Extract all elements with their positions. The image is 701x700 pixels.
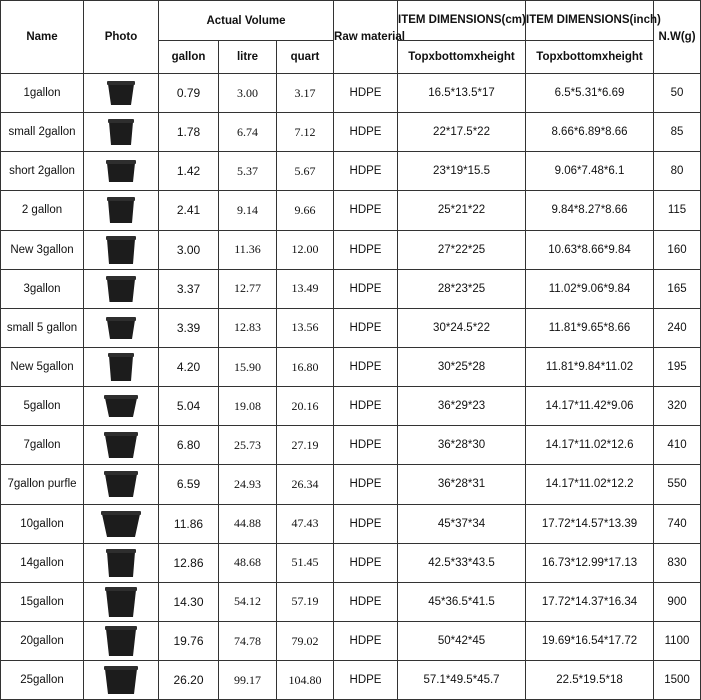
cell-litre: 19.08 (219, 387, 277, 426)
cell-material: HDPE (334, 347, 398, 386)
cell-material: HDPE (334, 113, 398, 152)
cell-name: small 2gallon (1, 113, 84, 152)
cell-dimensions-cm: 22*17.5*22 (398, 113, 526, 152)
cell-material: HDPE (334, 426, 398, 465)
cell-dimensions-inch: 10.63*8.66*9.84 (526, 230, 654, 269)
cell-material: HDPE (334, 230, 398, 269)
cell-net-weight: 740 (654, 504, 701, 543)
plant-pot-icon (101, 624, 141, 658)
table-row (1, 269, 701, 308)
cell-quart: 26.34 (277, 465, 334, 504)
cell-photo (84, 582, 159, 621)
table-row (1, 426, 701, 465)
cell-name: short 2gallon (1, 152, 84, 191)
cell-quart: 12.00 (277, 230, 334, 269)
cell-net-weight: 160 (654, 230, 701, 269)
plant-pot-icon (101, 272, 141, 306)
cell-net-weight: 85 (654, 113, 701, 152)
table-row (1, 74, 701, 113)
table-row (1, 191, 701, 230)
cell-material: HDPE (334, 308, 398, 347)
plant-pot-icon (101, 154, 141, 188)
cell-photo (84, 504, 159, 543)
cell-gallon: 1.78 (159, 113, 219, 152)
cell-dimensions-cm: 36*29*23 (398, 387, 526, 426)
cell-photo (84, 74, 159, 113)
cell-name: 3gallon (1, 269, 84, 308)
cell-name: 7gallon (1, 426, 84, 465)
cell-photo (84, 152, 159, 191)
cell-dimensions-inch: 16.73*12.99*17.13 (526, 543, 654, 582)
cell-net-weight: 320 (654, 387, 701, 426)
cell-name: 20gallon (1, 621, 84, 660)
header-dim-inch-sub: Topxbottomxheight (526, 41, 654, 74)
cell-litre: 3.00 (219, 74, 277, 113)
header-gallon: gallon (159, 41, 219, 74)
cell-material: HDPE (334, 74, 398, 113)
cell-gallon: 12.86 (159, 543, 219, 582)
cell-quart: 13.49 (277, 269, 334, 308)
cell-dimensions-cm: 23*19*15.5 (398, 152, 526, 191)
cell-litre: 9.14 (219, 191, 277, 230)
cell-dimensions-cm: 36*28*30 (398, 426, 526, 465)
table-row (1, 387, 701, 426)
cell-gallon: 11.86 (159, 504, 219, 543)
cell-quart: 51.45 (277, 543, 334, 582)
cell-litre: 11.36 (219, 230, 277, 269)
cell-net-weight: 165 (654, 269, 701, 308)
cell-dimensions-inch: 14.17*11.02*12.2 (526, 465, 654, 504)
table-row (1, 621, 701, 660)
plant-pot-icon (101, 467, 141, 501)
cell-photo (84, 661, 159, 700)
cell-net-weight: 1100 (654, 621, 701, 660)
cell-litre: 25.73 (219, 426, 277, 465)
header-dimensions-cm: ITEM DIMENSIONS(cm) (398, 1, 526, 41)
cell-net-weight: 900 (654, 582, 701, 621)
cell-net-weight: 240 (654, 308, 701, 347)
cell-dimensions-inch: 14.17*11.02*12.6 (526, 426, 654, 465)
cell-photo (84, 621, 159, 660)
cell-dimensions-inch: 8.66*6.89*8.66 (526, 113, 654, 152)
header-quart: quart (277, 41, 334, 74)
cell-dimensions-cm: 45*36.5*41.5 (398, 582, 526, 621)
plant-pot-icon (101, 585, 141, 619)
cell-dimensions-cm: 42.5*33*43.5 (398, 543, 526, 582)
cell-net-weight: 115 (654, 191, 701, 230)
header-net-weight: N.W(g) (654, 1, 701, 74)
cell-gallon: 6.59 (159, 465, 219, 504)
header-raw-material: Raw material (334, 1, 398, 74)
cell-litre: 6.74 (219, 113, 277, 152)
table-row (1, 504, 701, 543)
cell-dimensions-cm: 30*24.5*22 (398, 308, 526, 347)
header-row-top (1, 1, 701, 41)
header-actual-volume: Actual Volume (159, 1, 334, 41)
cell-gallon: 3.37 (159, 269, 219, 308)
cell-dimensions-cm: 25*21*22 (398, 191, 526, 230)
cell-dimensions-cm: 16.5*13.5*17 (398, 74, 526, 113)
header-litre: litre (219, 41, 277, 74)
cell-dimensions-cm: 30*25*28 (398, 347, 526, 386)
cell-quart: 47.43 (277, 504, 334, 543)
plant-pot-icon (101, 507, 141, 541)
table-row (1, 308, 701, 347)
plant-pot-icon (101, 663, 141, 697)
cell-photo (84, 269, 159, 308)
cell-gallon: 3.39 (159, 308, 219, 347)
plant-pot-icon (101, 233, 141, 267)
cell-gallon: 5.04 (159, 387, 219, 426)
cell-material: HDPE (334, 152, 398, 191)
cell-dimensions-inch: 6.5*5.31*6.69 (526, 74, 654, 113)
cell-dimensions-inch: 14.17*11.42*9.06 (526, 387, 654, 426)
table-row (1, 347, 701, 386)
cell-dimensions-cm: 28*23*25 (398, 269, 526, 308)
cell-litre: 48.68 (219, 543, 277, 582)
cell-name: New 3gallon (1, 230, 84, 269)
cell-name: 10gallon (1, 504, 84, 543)
header-name: Name (1, 1, 84, 74)
cell-quart: 5.67 (277, 152, 334, 191)
cell-photo (84, 387, 159, 426)
cell-photo (84, 230, 159, 269)
cell-dimensions-inch: 9.84*8.27*8.66 (526, 191, 654, 230)
header-dim-cm-sub: Topxbottomxheight (398, 41, 526, 74)
cell-gallon: 0.79 (159, 74, 219, 113)
cell-material: HDPE (334, 191, 398, 230)
table-row (1, 543, 701, 582)
cell-net-weight: 80 (654, 152, 701, 191)
cell-photo (84, 191, 159, 230)
cell-dimensions-inch: 11.81*9.65*8.66 (526, 308, 654, 347)
table-row (1, 113, 701, 152)
cell-dimensions-inch: 17.72*14.57*13.39 (526, 504, 654, 543)
cell-quart: 3.17 (277, 74, 334, 113)
cell-quart: 104.80 (277, 661, 334, 700)
cell-material: HDPE (334, 621, 398, 660)
cell-quart: 27.19 (277, 426, 334, 465)
cell-dimensions-inch: 22.5*19.5*18 (526, 661, 654, 700)
cell-net-weight: 50 (654, 74, 701, 113)
cell-dimensions-inch: 17.72*14.37*16.34 (526, 582, 654, 621)
cell-gallon: 3.00 (159, 230, 219, 269)
cell-quart: 13.56 (277, 308, 334, 347)
cell-net-weight: 830 (654, 543, 701, 582)
cell-name: New 5gallon (1, 347, 84, 386)
cell-dimensions-inch: 9.06*7.48*6.1 (526, 152, 654, 191)
cell-gallon: 2.41 (159, 191, 219, 230)
cell-name: 7gallon purfle (1, 465, 84, 504)
cell-name: 14gallon (1, 543, 84, 582)
plant-pot-icon (101, 428, 141, 462)
cell-gallon: 4.20 (159, 347, 219, 386)
cell-quart: 79.02 (277, 621, 334, 660)
cell-photo (84, 426, 159, 465)
plant-pot-icon (101, 546, 141, 580)
cell-quart: 7.12 (277, 113, 334, 152)
cell-dimensions-inch: 11.02*9.06*9.84 (526, 269, 654, 308)
cell-gallon: 19.76 (159, 621, 219, 660)
cell-litre: 12.77 (219, 269, 277, 308)
cell-material: HDPE (334, 465, 398, 504)
cell-material: HDPE (334, 582, 398, 621)
cell-dimensions-cm: 45*37*34 (398, 504, 526, 543)
cell-quart: 57.19 (277, 582, 334, 621)
cell-photo (84, 308, 159, 347)
cell-net-weight: 1500 (654, 661, 701, 700)
cell-litre: 74.78 (219, 621, 277, 660)
table-row (1, 230, 701, 269)
plant-pot-icon (101, 115, 141, 149)
cell-name: 5gallon (1, 387, 84, 426)
cell-litre: 44.88 (219, 504, 277, 543)
cell-photo (84, 465, 159, 504)
cell-litre: 24.93 (219, 465, 277, 504)
cell-photo (84, 543, 159, 582)
cell-gallon: 6.80 (159, 426, 219, 465)
plant-pot-icon (101, 311, 141, 345)
cell-gallon: 26.20 (159, 661, 219, 700)
cell-litre: 54.12 (219, 582, 277, 621)
cell-material: HDPE (334, 387, 398, 426)
table-row (1, 465, 701, 504)
cell-net-weight: 550 (654, 465, 701, 504)
table-body (1, 74, 701, 700)
cell-name: small 5 gallon (1, 308, 84, 347)
plant-pot-icon (101, 76, 141, 110)
cell-name: 1gallon (1, 74, 84, 113)
header-photo: Photo (84, 1, 159, 74)
cell-dimensions-cm: 36*28*31 (398, 465, 526, 504)
table-row (1, 582, 701, 621)
cell-material: HDPE (334, 543, 398, 582)
table-row (1, 661, 701, 700)
cell-photo (84, 113, 159, 152)
plant-pot-icon (101, 193, 141, 227)
cell-litre: 12.83 (219, 308, 277, 347)
header-dimensions-inch: ITEM DIMENSIONS(inch) (526, 1, 654, 41)
cell-name: 25gallon (1, 661, 84, 700)
cell-litre: 99.17 (219, 661, 277, 700)
cell-name: 2 gallon (1, 191, 84, 230)
cell-dimensions-cm: 57.1*49.5*45.7 (398, 661, 526, 700)
cell-photo (84, 347, 159, 386)
cell-dimensions-inch: 11.81*9.84*11.02 (526, 347, 654, 386)
cell-name: 15gallon (1, 582, 84, 621)
plant-pot-icon (101, 350, 141, 384)
cell-quart: 16.80 (277, 347, 334, 386)
table-row (1, 152, 701, 191)
cell-net-weight: 195 (654, 347, 701, 386)
cell-litre: 15.90 (219, 347, 277, 386)
cell-dimensions-inch: 19.69*16.54*17.72 (526, 621, 654, 660)
cell-quart: 9.66 (277, 191, 334, 230)
cell-litre: 5.37 (219, 152, 277, 191)
cell-material: HDPE (334, 269, 398, 308)
cell-gallon: 1.42 (159, 152, 219, 191)
cell-gallon: 14.30 (159, 582, 219, 621)
cell-material: HDPE (334, 661, 398, 700)
cell-net-weight: 410 (654, 426, 701, 465)
cell-dimensions-cm: 50*42*45 (398, 621, 526, 660)
plant-pot-icon (101, 389, 141, 423)
cell-quart: 20.16 (277, 387, 334, 426)
cell-material: HDPE (334, 504, 398, 543)
cell-dimensions-cm: 27*22*25 (398, 230, 526, 269)
